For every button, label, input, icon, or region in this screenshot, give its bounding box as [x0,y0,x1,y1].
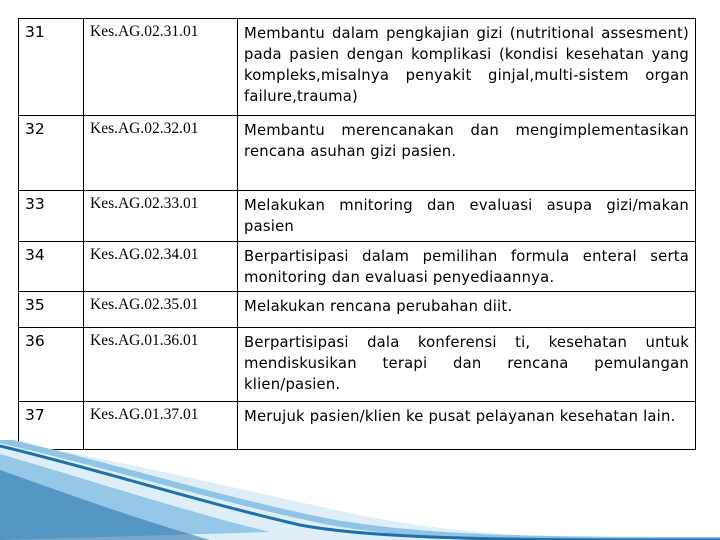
row-number: 36 [19,328,84,402]
competency-code: Kes.AG.01.37.01 [84,402,238,450]
wave-decoration [0,440,720,540]
competency-description: Membantu dalam pengkajian gizi (nutritional assesment) pada pasien dengan komplikasi (kondisi kesehatan yang kompleks,misalnya penyakit ginjal,multi-sistem organ failure,trauma) [238,19,696,116]
competency-table [18,18,696,450]
table-row [19,19,696,116]
table-row [19,292,696,328]
competency-description: Berpartisipasi dala konferensi ti, kesehatan untuk mendiskusikan terapi dan rencana pemulangan klien/pasien. [238,328,696,402]
competency-description: Berpartisipasi dalam pemilihan formula enteral serta monitoring dan evaluasi penyediaannya. [238,242,696,292]
table-row [19,191,696,242]
row-number: 33 [19,191,84,242]
competency-code: Kes.AG.02.33.01 [84,191,238,242]
table-row [19,328,696,402]
row-number: 31 [19,19,84,116]
competency-code: Kes.AG.02.31.01 [84,19,238,116]
competency-code: Kes.AG.02.35.01 [84,292,238,328]
table-row [19,242,696,292]
competency-description: Melakukan rencana perubahan diit. [238,292,696,328]
competency-code: Kes.AG.02.34.01 [84,242,238,292]
table-row [19,116,696,191]
competency-description: Merujuk pasien/klien ke pusat pelayanan kesehatan lain. [238,402,696,450]
competency-code: Kes.AG.01.36.01 [84,328,238,402]
row-number: 37 [19,402,84,450]
row-number: 32 [19,116,84,191]
competency-code: Kes.AG.02.32.01 [84,116,238,191]
competency-description: Melakukan mnitoring dan evaluasi asupa gizi/makan pasien [238,191,696,242]
row-number: 35 [19,292,84,328]
row-number: 34 [19,242,84,292]
competency-description: Membantu merencanakan dan mengimplementasikan rencana asuhan gizi pasien. [238,116,696,191]
